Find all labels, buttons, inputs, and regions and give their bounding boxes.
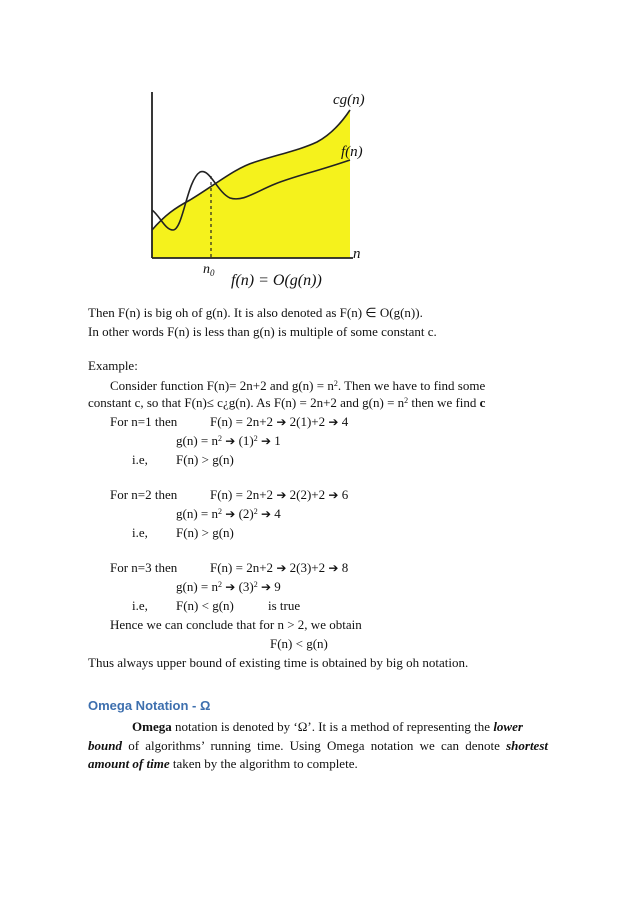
arrow-icon: ➔ bbox=[260, 434, 272, 448]
consider-text-a: Consider function F(n)= 2n+2 and g(n) = n bbox=[110, 378, 334, 393]
omega-bold: Omega bbox=[132, 719, 172, 734]
case2-g-result: 4 bbox=[274, 506, 281, 521]
example-paragraph bbox=[88, 377, 548, 394]
example-paragraph-line2 bbox=[88, 395, 485, 411]
case1-g-expr: g(n) = n bbox=[176, 433, 218, 448]
paragraph-other-words: In other words F(n) is less than g(n) is multiple of some constant c. bbox=[88, 324, 437, 339]
consider2-text-a: constant c, so that F(n)≤ c¿g(n). As F(n) = 2n+2 and g(n) = n bbox=[88, 395, 405, 410]
arrow-icon: ➔ bbox=[260, 580, 272, 594]
case1-f-expr: F(n) = 2n+2 bbox=[210, 414, 274, 429]
case1-g-step: (1) bbox=[238, 433, 254, 448]
omega-line1-text: notation is denoted by ‘Ω’. It is a method of representing the bbox=[171, 719, 494, 734]
arrow-icon: ➔ bbox=[276, 415, 287, 429]
arrow-icon: ➔ bbox=[328, 488, 339, 502]
n-axis-label: n bbox=[353, 246, 361, 262]
sup: 2 bbox=[253, 434, 258, 443]
case2-g-expr: g(n) = n bbox=[176, 506, 218, 521]
case1-f-result: 4 bbox=[341, 414, 349, 429]
omega-line3-text: taken by the algorithm to complete. bbox=[169, 756, 358, 771]
conclusion-text: Hence we can conclude that for n > 2, we obtain bbox=[110, 617, 362, 632]
omega-heading: Omega Notation - Ω bbox=[88, 698, 211, 713]
sup: 2 bbox=[253, 507, 258, 516]
sup: 2 bbox=[253, 580, 258, 589]
consider2-text-b: then we find bbox=[408, 395, 480, 410]
cg-area bbox=[152, 110, 350, 258]
case1-compare: F(n) > g(n) bbox=[176, 452, 234, 467]
case3-f-expr: F(n) = 2n+2 bbox=[210, 560, 274, 575]
case2-f-result: 6 bbox=[341, 487, 349, 502]
case1-g-line bbox=[176, 433, 281, 449]
case2-label: For n=2 then bbox=[110, 487, 178, 502]
omega-bound: bound bbox=[88, 738, 122, 753]
case3-compare: F(n) < g(n) bbox=[176, 598, 234, 613]
omega-amount-of-time: amount of time bbox=[88, 756, 170, 771]
case2-ie: i.e, bbox=[132, 525, 148, 540]
consider-text-b: . Then we have to find some bbox=[337, 378, 486, 393]
sup: 2 bbox=[218, 507, 222, 516]
sup: 2 bbox=[218, 434, 222, 443]
case3-note: is true bbox=[268, 598, 301, 613]
upper-bound-summary: Thus always upper bound of existing time is obtained by big oh notation. bbox=[88, 655, 469, 670]
case2-g-step: (2) bbox=[238, 506, 254, 521]
case1-f-line bbox=[210, 414, 348, 430]
case3-ie: i.e, bbox=[132, 598, 148, 613]
case2-g-line bbox=[176, 506, 281, 522]
case2-f-line bbox=[210, 487, 348, 503]
case3-g-result: 9 bbox=[274, 579, 281, 594]
f-label: f(n) bbox=[341, 144, 363, 160]
case2-compare: F(n) > g(n) bbox=[176, 525, 234, 540]
omega-line3 bbox=[88, 756, 358, 772]
omega-line2 bbox=[88, 737, 548, 754]
arrow-icon: ➔ bbox=[225, 507, 236, 521]
conclusion-result: F(n) < g(n) bbox=[270, 636, 328, 651]
sup: 2 bbox=[404, 396, 409, 405]
omega-line1 bbox=[88, 718, 548, 735]
case3-label: For n=3 then bbox=[110, 560, 178, 575]
example-label: Example: bbox=[88, 358, 138, 373]
arrow-icon: ➔ bbox=[225, 580, 236, 594]
paragraph-definition: Then F(n) is big oh of g(n). It is also denoted as F(n) ∈ O(g(n)). bbox=[88, 305, 423, 320]
arrow-icon: ➔ bbox=[328, 415, 339, 429]
arrow-icon: ➔ bbox=[225, 434, 236, 448]
arrow-icon: ➔ bbox=[260, 507, 272, 521]
arrow-icon: ➔ bbox=[276, 561, 287, 575]
cg-label: cg(n) bbox=[333, 92, 365, 108]
arrow-icon: ➔ bbox=[276, 488, 287, 502]
omega-line2-text: of algorithms’ running time. Using Omega notation we can denote bbox=[121, 738, 507, 753]
case3-g-expr: g(n) = n bbox=[176, 579, 218, 594]
case3-g-line bbox=[176, 579, 281, 595]
case3-f-line bbox=[210, 560, 348, 576]
case1-label: For n=1 then bbox=[110, 414, 178, 429]
big-oh-graph bbox=[145, 80, 385, 295]
arrow-icon: ➔ bbox=[328, 561, 339, 575]
graph-caption: f(n) = O(g(n)) bbox=[231, 272, 322, 289]
case1-ie: i.e, bbox=[132, 452, 148, 467]
omega-lower: lower bbox=[493, 719, 523, 734]
constant-c: c bbox=[479, 395, 486, 410]
case3-f-step: 2(3)+2 bbox=[289, 560, 326, 575]
omega-shortest: shortest bbox=[506, 738, 548, 753]
sup: 2 bbox=[218, 580, 222, 589]
case3-f-result: 8 bbox=[341, 560, 349, 575]
big-oh-graph-svg bbox=[145, 80, 385, 295]
case2-f-expr: F(n) = 2n+2 bbox=[210, 487, 274, 502]
case2-f-step: 2(2)+2 bbox=[289, 487, 326, 502]
case1-g-result: 1 bbox=[274, 433, 281, 448]
case1-f-step: 2(1)+2 bbox=[289, 414, 326, 429]
n0-label: $n_0$ bbox=[203, 262, 215, 278]
case3-g-step: (3) bbox=[238, 579, 254, 594]
sup: 2 bbox=[333, 379, 338, 388]
